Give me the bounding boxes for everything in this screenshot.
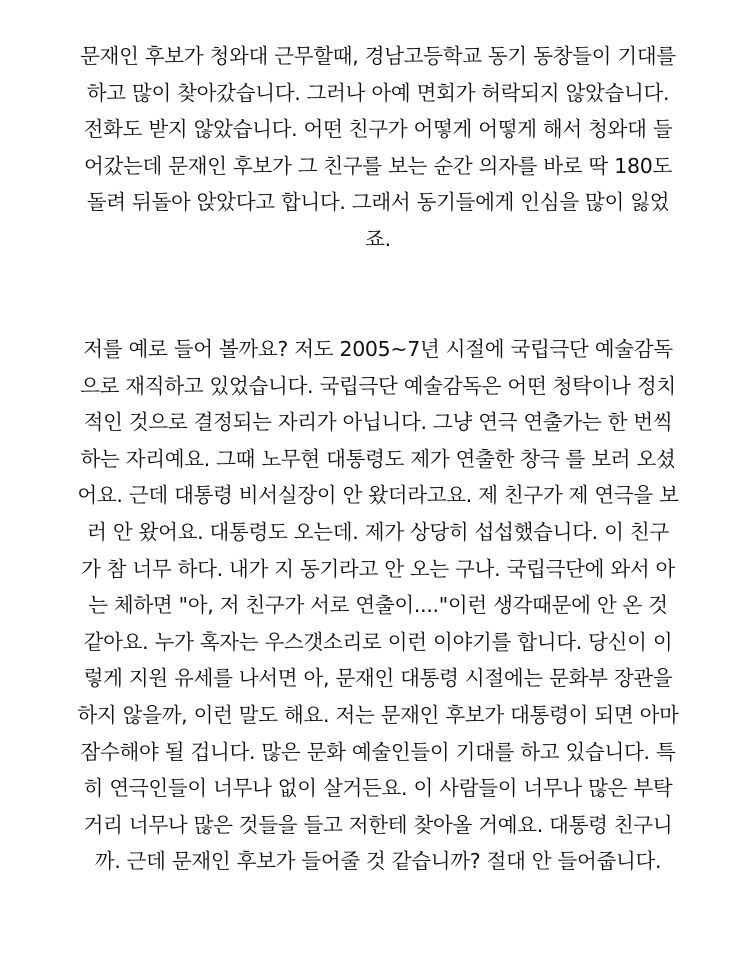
text-line: 까. 근데 문재인 후보가 들어줄 것 같습니까? 절대 안 들어줍니다. <box>94 849 662 874</box>
text-line: 돌려 뒤돌아 앉았다고 합니다. 그래서 동기들에게 인심을 많이 잃었 <box>86 190 670 215</box>
text-line: 러 안 왔어요. 대통령도 오는데. 제가 상당히 섭섭했습니다. 이 친구 <box>87 519 669 544</box>
text-line: 가 참 너무 하다. 내가 지 동기라고 안 오는 구나. 국립극단에 와서 아 <box>80 556 676 581</box>
text-line: 같아요. 누가 혹자는 우스갯소리로 이런 이야기를 합니다. 당신이 이 <box>83 629 673 654</box>
text-line: 거리 너무나 많은 것들을 들고 저한테 찾아올 거예요. 대통령 친구니 <box>83 812 673 837</box>
text-line: 으로 재직하고 있었습니다. 국립극단 예술감독은 어떤 청탁이나 정치 <box>80 373 676 398</box>
text-line: 적인 것으로 결정되는 자리가 아닙니다. 그냥 연극 연출가는 한 번씩 <box>83 410 673 435</box>
text-line: 전화도 받지 않았습니다. 어떤 친구가 어떻게 어떻게 해서 청와대 들 <box>83 117 673 142</box>
text-line: 죠. <box>365 226 391 251</box>
text-line: 어갔는데 문재인 후보가 그 친구를 보는 순간 의자를 바로 딱 180도 <box>84 153 672 178</box>
text-line: 문재인 후보가 청와대 근무할때, 경남고등학교 동기 동창들이 기대를 <box>80 44 676 68</box>
text-line: 하지 않을까, 이런 말도 해요. 저는 문재인 후보가 대통령이 되면 아마 <box>77 702 679 727</box>
text-line: 잠수해야 될 겁니다. 많은 문화 예술인들이 기대를 하고 있습니다. 특 <box>80 739 676 764</box>
text-line: 히 연극인들이 너무나 없이 살거든요. 이 사람들이 너무나 많은 부탁 <box>83 776 673 801</box>
text-line: 렇게 지원 유세를 나서면 아, 문재인 대통령 시절에는 문화부 장관을 <box>83 666 673 691</box>
text-line: 는 체하면 "아, 저 친구가 서로 연출이...."이런 생각때문에 안 온 것 <box>88 593 668 618</box>
text-line: 하고 많이 찾아갔습니다. 그러나 아예 면회가 허락되지 않았습니다. <box>86 80 670 105</box>
text-line: 저를 예로 들어 볼까요? 저도 2005~7년 시절에 국립극단 예술감독 <box>83 337 673 361</box>
text-line: 하는 자리예요. 그때 노무현 대통령도 제가 연출한 창극 를 보러 오셨 <box>80 446 676 471</box>
paragraph-1 <box>30 38 726 258</box>
text-line: 어요. 근데 대통령 비서실장이 안 왔더라고요. 제 친구가 제 연극을 보 <box>77 483 679 508</box>
paragraph-2 <box>30 331 726 880</box>
